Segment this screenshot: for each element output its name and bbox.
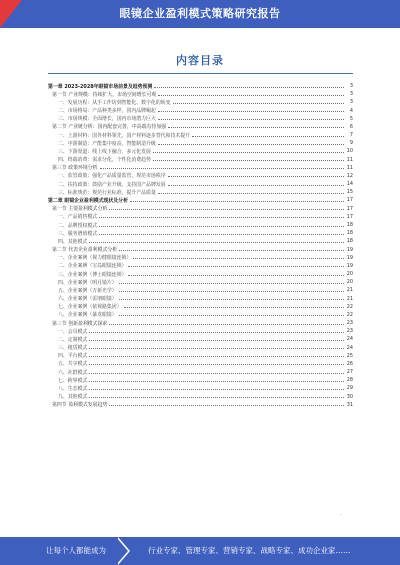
- toc-entry-page: 31: [346, 401, 353, 408]
- report-title: 眼镜企业盈利模式策略研究报告: [119, 7, 281, 20]
- toc-entry-page: 19: [346, 262, 353, 269]
- toc-entry-page: 25: [346, 352, 353, 359]
- toc-leader-dots: [89, 389, 344, 390]
- toc-leader-dots: [99, 217, 344, 218]
- toc-entry-page: 11: [346, 156, 353, 163]
- toc-entry-label: 六、企业案例（雷朋眼镜）: [58, 296, 117, 303]
- toc-leader-dots: [168, 127, 344, 128]
- toc-entry-label: 五、企业案例（万新光学）: [58, 287, 117, 294]
- toc-entry-page: 21: [346, 287, 353, 294]
- toc-entry-label: 八、企业案例（暴龙眼镜）: [58, 312, 117, 319]
- toc-entry-page: 18: [346, 230, 353, 237]
- toc-entry-label: 二、市场格局：产品种类多样，国内品牌崛起: [58, 108, 156, 115]
- toc-entry-page: 10: [346, 148, 353, 155]
- toc-entry-page: 27: [346, 369, 353, 376]
- toc-entry-page: 17: [346, 197, 353, 204]
- toc-entry-page: 22: [346, 311, 353, 318]
- toc-entry[interactable]: [48, 254, 353, 262]
- toc-entry-page: 3: [349, 91, 353, 98]
- toc-entry-page: 17: [346, 213, 353, 220]
- toc-entry-label: 二、定制模式: [58, 336, 88, 343]
- toc-entry[interactable]: [48, 245, 353, 253]
- toc-entry-label: 第四节 盈利模式发展趋势: [52, 402, 108, 409]
- toc-entry[interactable]: [48, 107, 353, 115]
- toc-entry[interactable]: [48, 376, 353, 384]
- toc-entry-page: 18: [346, 238, 353, 245]
- toc-leader-dots: [119, 283, 344, 284]
- toc-entry[interactable]: [48, 401, 353, 409]
- toc-entry[interactable]: [48, 237, 353, 245]
- toc-entry-label: 三、服务增值模式: [58, 230, 98, 237]
- toc-entry-label: 七、企业案例（依视路集团）: [58, 304, 122, 311]
- toc-entry[interactable]: [48, 270, 353, 278]
- toc-entry[interactable]: [48, 172, 353, 180]
- toc-entry-label: 第三节 创新盈利模式探索: [52, 320, 108, 327]
- toc-entry[interactable]: [48, 147, 353, 155]
- toc-entry-page: 23: [346, 328, 353, 335]
- toc-entry-label: 五、共享模式: [58, 361, 88, 368]
- toc-leader-dots: [109, 324, 344, 325]
- toc-entry[interactable]: [48, 156, 353, 164]
- footer-band: [0, 537, 400, 565]
- toc-leader-dots: [133, 258, 344, 259]
- toc-entry[interactable]: [48, 344, 353, 352]
- toc-entry[interactable]: [48, 139, 353, 147]
- toc-entry-label: 六、社群模式: [58, 369, 88, 376]
- toc-leader-dots: [158, 119, 344, 120]
- toc-entry-page: 3: [349, 99, 353, 106]
- toc-entry-page: 20: [346, 271, 353, 278]
- toc-leader-dots: [119, 299, 344, 300]
- toc-leader-dots: [173, 103, 345, 104]
- toc-entry-page: 6: [349, 123, 353, 130]
- toc-entry-page: 12: [346, 172, 353, 179]
- toc-entry-page: 28: [346, 377, 353, 384]
- toc-leader-dots: [119, 250, 344, 251]
- toc-entry[interactable]: [48, 303, 353, 311]
- toc-leader-dots: [89, 356, 344, 357]
- toc-entry-label: 第一节 产业规模：持续扩大，市场空间增长可观: [52, 91, 157, 98]
- toc-entry-label: 四、平台模式: [58, 353, 88, 360]
- toc-entry-page: 29: [346, 385, 353, 392]
- footer-slogan-right: 行业专家、管理专家、营销专家、战略专家、成功企业家……: [148, 546, 351, 555]
- toc-entry[interactable]: [48, 262, 353, 270]
- toc-entry-page: 3: [349, 83, 353, 90]
- toc-entry[interactable]: [48, 82, 353, 90]
- toc-leader-dots: [168, 176, 344, 177]
- toc-entry[interactable]: [48, 90, 353, 98]
- toc-leader-dots: [168, 185, 344, 186]
- toc-leader-dots: [89, 381, 344, 382]
- toc-entry-label: 八、生态模式: [58, 385, 88, 392]
- toc-entry[interactable]: [48, 360, 353, 368]
- toc-heading: 内容目录: [176, 54, 224, 67]
- toc-leader-dots: [89, 332, 344, 333]
- toc-leader-dots: [128, 266, 344, 267]
- toc-entry-label: 三、标准规范：规范行业标准，提升产品质量: [58, 189, 156, 196]
- toc-entry-label: 二、企业案例（宝岛眼镜连锁）: [58, 263, 127, 270]
- toc-leader-dots: [100, 168, 344, 169]
- toc-entry[interactable]: [48, 352, 353, 360]
- toc-entry-page: 24: [346, 336, 353, 343]
- toc-entry[interactable]: [48, 327, 353, 335]
- toc-leader-dots: [158, 193, 344, 194]
- toc-entry-page: 24: [346, 344, 353, 351]
- toc-entry[interactable]: [48, 213, 353, 221]
- toc-heading-rule: [48, 73, 353, 74]
- toc-entry[interactable]: [48, 278, 353, 286]
- toc-entry-label: 三、下游渠道：线上线下融合，多元化发展: [58, 148, 151, 155]
- toc-entry-label: 三、市场规模：全面增长，国内市场潜力巨大: [58, 116, 156, 123]
- toc-entry[interactable]: [48, 286, 353, 294]
- toc-entry-label: 二、扶持政策：鼓励产业升级，支持国产品牌发展: [58, 181, 166, 188]
- toc-entry-label: 四、企业案例（明月镜片）: [58, 279, 117, 286]
- toc-entry-label: 第三节 政策环境分析: [52, 165, 98, 172]
- toc-entry-label: 四、终端消费：需求分化，个性化消费趋势: [58, 157, 151, 164]
- toc-leader-dots: [119, 315, 344, 316]
- toc-entry[interactable]: [48, 123, 353, 131]
- toc-leader-dots: [89, 364, 344, 365]
- toc-entry[interactable]: [48, 368, 353, 376]
- toc-entry[interactable]: [48, 98, 353, 106]
- toc-entry[interactable]: [48, 115, 353, 123]
- page-marker: -: [340, 512, 342, 517]
- toc-leader-dots: [154, 87, 344, 88]
- toc-entry[interactable]: [48, 164, 353, 172]
- toc-entry-label: 一、监管政策：强化产品质量监管，规范市场秩序: [58, 173, 166, 180]
- toc-entry[interactable]: [48, 384, 353, 392]
- toc-entry-page: 14: [346, 181, 353, 188]
- toc-leader-dots: [153, 160, 344, 161]
- toc-entry-page: 11: [346, 164, 353, 171]
- toc-leader-dots: [89, 348, 344, 349]
- toc-entry-page: 7: [349, 132, 353, 139]
- toc-entry-page: 18: [346, 222, 353, 228]
- toc-leader-dots: [192, 136, 344, 137]
- toc-entry-page: 17: [346, 205, 353, 212]
- toc-entry-page: 5: [349, 115, 353, 122]
- toc-entry-page: 19: [346, 254, 353, 261]
- toc-entry-label: 第二章 眼镜企业盈利模式现状及分析: [48, 197, 128, 204]
- toc-entry[interactable]: [48, 335, 353, 343]
- toc-entry-page: 26: [346, 360, 353, 367]
- toc-entry[interactable]: [48, 393, 353, 401]
- toc-entry[interactable]: [48, 180, 353, 188]
- toc-entry-label: 一、上游材料：国外材料领先，国产材料逐步替代和技术提升: [58, 132, 191, 139]
- toc-leader-dots: [158, 95, 344, 96]
- toc-leader-dots: [89, 242, 344, 243]
- toc-leader-dots: [99, 226, 344, 227]
- toc-leader-dots: [89, 373, 344, 374]
- toc-entry[interactable]: [48, 229, 353, 237]
- toc-entry-page: 15: [346, 189, 353, 196]
- toc-entry-page: 22: [346, 303, 353, 310]
- toc-entry[interactable]: [48, 319, 353, 327]
- toc-entry-page: 21: [346, 295, 353, 302]
- toc-entry-label: 一、发展历程：从手工作坊到智能化、数字化的转变: [58, 99, 171, 106]
- toc-entry-label: 第二节 代表企业盈利模式分析: [52, 247, 118, 254]
- toc-entry-page: 30: [346, 393, 353, 400]
- toc-entry[interactable]: [48, 188, 353, 196]
- toc-leader-dots: [153, 152, 344, 153]
- toc-leader-dots: [130, 201, 344, 202]
- toc-entry-label: 三、租赁模式: [58, 345, 88, 352]
- footer-slogan-left: 让每个人都能成为: [46, 546, 106, 555]
- toc-entry-label: 第二节 产业链分析：国内配套完善，中高端有待加强: [52, 124, 167, 131]
- toc-entry-label: 二、品牌授权模式: [58, 222, 98, 229]
- toc-entry-page: 23: [346, 320, 353, 327]
- toc-entry[interactable]: [48, 221, 353, 229]
- toc-leader-dots: [128, 275, 344, 276]
- footer-chevron-inner: [116, 537, 128, 565]
- toc-entry-page: 9: [349, 140, 353, 147]
- toc-entry[interactable]: [48, 294, 353, 302]
- toc-entry-label: 第一章 2023-2028年眼镜市场前景及趋势预测: [48, 83, 153, 90]
- toc-entry-label: 第一节 主要盈利模式分析: [52, 206, 108, 213]
- toc-entry-page: 19: [346, 246, 353, 253]
- toc-entry-label: 一、会员模式: [58, 328, 88, 335]
- toc-leader-dots: [89, 340, 344, 341]
- toc-entry[interactable]: [48, 196, 353, 204]
- toc-entry-label: 三、企业案例（博士眼镜连锁）: [58, 271, 127, 278]
- toc-entry[interactable]: [48, 311, 353, 319]
- toc-entry-label: 四、其他模式: [58, 238, 88, 245]
- table-of-contents: [48, 82, 353, 409]
- toc-leader-dots: [124, 307, 344, 308]
- toc-leader-dots: [158, 144, 344, 145]
- toc-leader-dots: [119, 291, 344, 292]
- toc-entry-label: 九、其他模式: [58, 394, 88, 401]
- toc-entry-label: 七、跨界模式: [58, 377, 88, 384]
- toc-entry-label: 二、中游制造：产能集中度高，智能制造升级: [58, 140, 156, 147]
- toc-entry-label: 一、产品销售模式: [58, 214, 98, 221]
- toc-leader-dots: [158, 111, 344, 112]
- toc-leader-dots: [109, 405, 344, 406]
- toc-entry[interactable]: [48, 205, 353, 213]
- toc-entry-page: 4: [349, 107, 353, 114]
- toc-entry[interactable]: [48, 131, 353, 139]
- toc-leader-dots: [109, 209, 344, 210]
- toc-entry-label: 一、企业案例（视力健眼镜连锁）: [58, 255, 132, 262]
- toc-entry-page: 20: [346, 279, 353, 286]
- toc-leader-dots: [89, 397, 344, 398]
- toc-leader-dots: [99, 234, 344, 235]
